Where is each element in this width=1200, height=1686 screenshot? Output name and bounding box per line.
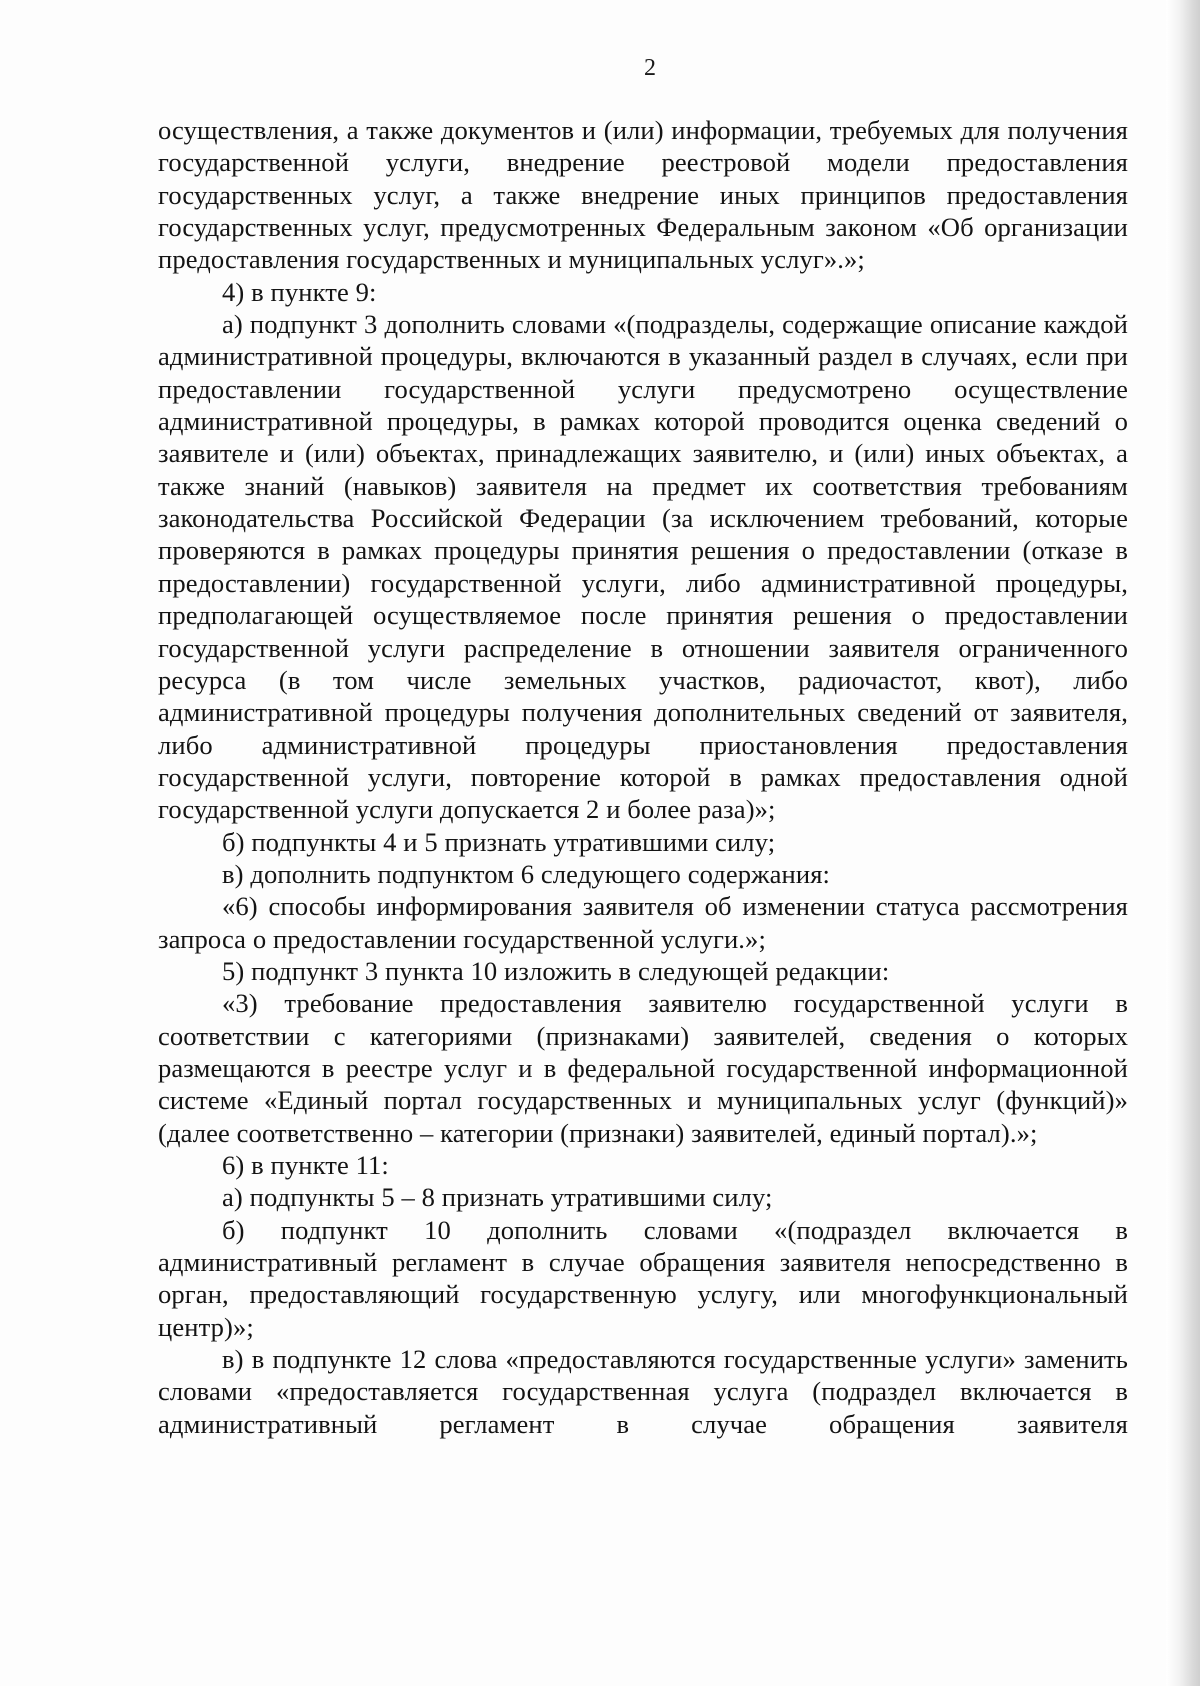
- paragraph: в) дополнить подпунктом 6 следующего содержания:: [222, 858, 831, 889]
- paragraph: а) подпункт 3 дополнить словами «(подразделы, содержащие описание каждой административной процедуры, включаются в указанный раздел в случаях, если при предоставлении государственной услуги предусмотрено осуществление административной процедуры, в рамках которой проводится оценка сведений о заявителе и (или) объектах, принадлежащих заявителю, и (или) иных объектах, а также знаний (навыков) заявителя на предмет их соответствия требованиям законодательства Российской Федерации (за исключением требований, которые проверяются в рамках процедуры принятия решения о предоставлении (отказе в предоставлении) государственной услуги, либо административной процедуры, предполагающей осуществляемое после принятия решения о предоставлении государственной услуги распределение в отношении заявителя ограниченного ресурса (в том числе земельных участков, радиочастот, квот), либо административной процедуры получения дополнительных сведений от заявителя, либо административной процедуры приостановления предоставления государственной услуги, повторение которой в рамках предоставления одной государственной услуги допускается 2 и более раза)»;: [158, 309, 1128, 825]
- document-body: [158, 114, 1128, 1440]
- page-number: 2: [644, 55, 656, 81]
- paragraph: б) подпункт 10 дополнить словами «(подраздел включается в административный регламент в случае обращения заявителя непосредственно в орган, предоставляющий государственную услугу, или многофункциональный центр)»;: [158, 1214, 1128, 1342]
- paragraph: 5) подпункт 3 пункта 10 изложить в следующей редакции:: [222, 955, 890, 986]
- paragraph: осуществления, а также документов и (или) информации, требуемых для получения государственной услуги, внедрение реестровой модели предоставления государственных услуг, а также внедрение иных принципов предоставления государственных услуг, предусмотренных Федеральным законом «Об организации предоставления государственных и муниципальных услуг».»;: [158, 115, 1128, 275]
- paragraph: б) подпункты 4 и 5 признать утратившими силу;: [222, 826, 776, 857]
- paragraph: а) подпункты 5 – 8 признать утратившими силу;: [222, 1182, 773, 1213]
- paragraph: «6) способы информирования заявителя об изменении статуса рассмотрения запроса о предоставлении государственной услуги.»;: [158, 891, 1128, 954]
- paragraph: 4) в пункте 9:: [222, 276, 377, 307]
- paragraph: «3) требование предоставления заявителю государственной услуги в соответствии с категориями (признаками) заявителей, сведения о которых размещаются в реестре услуг и в федеральной государственной информационной системе «Единый портал государственных и муниципальных услуг (функций)» (далее соответственно – категории (признаки) заявителей, единый портал).»;: [158, 988, 1128, 1148]
- scan-shadow-edge: [1166, 0, 1200, 1686]
- paragraph-continued: в) в подпункте 12 слова «предоставляются государственные услуги» заменить словами «предоставляется государственная услуга (подраздел включается в административный регламент в случае обращения заявителя: [158, 1344, 1128, 1439]
- paragraph: 6) в пункте 11:: [222, 1150, 389, 1180]
